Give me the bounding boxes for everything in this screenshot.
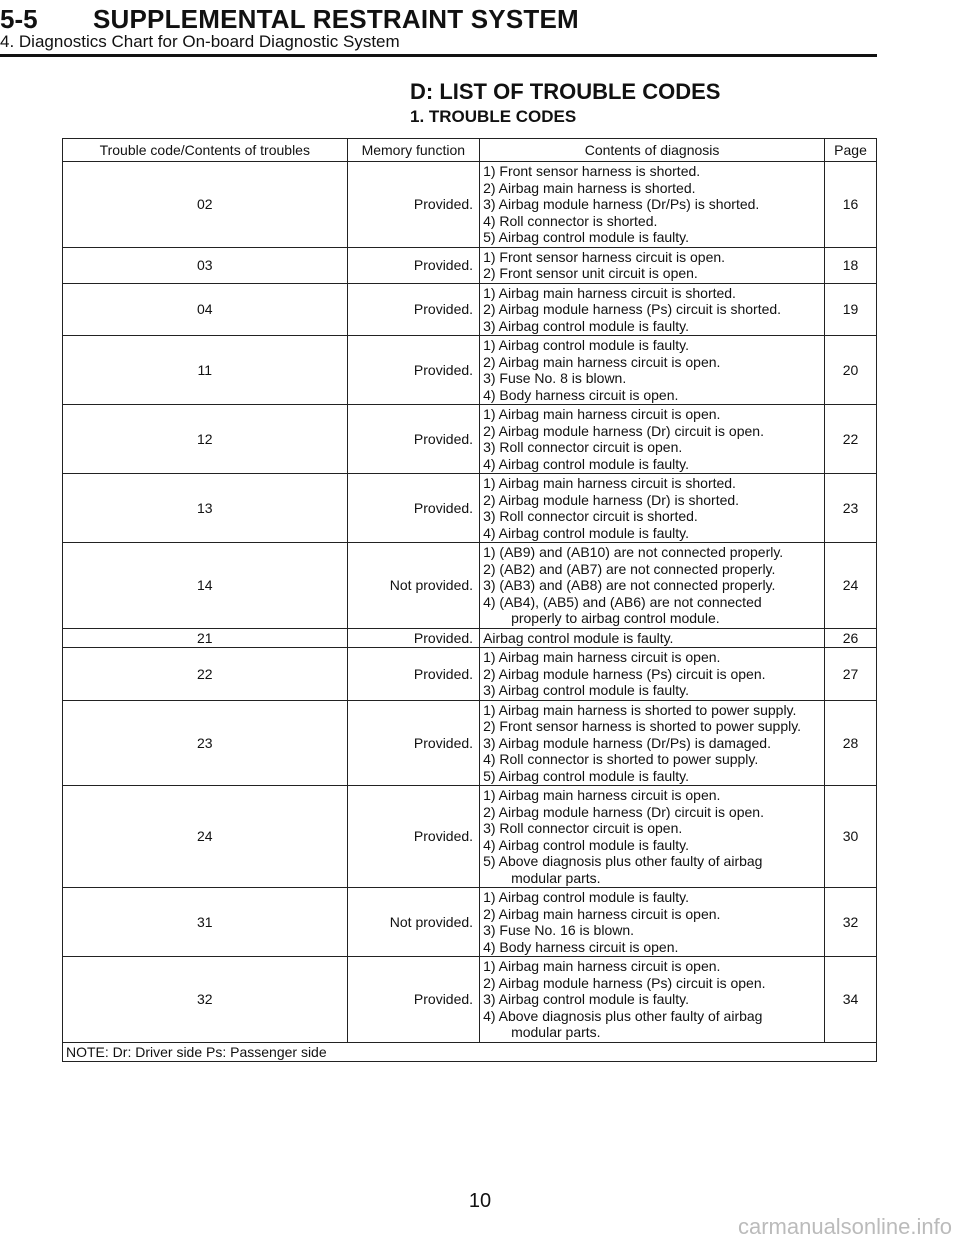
col-header-page: Page <box>825 139 877 162</box>
page-ref: 22 <box>825 405 877 474</box>
diagnosis-contents <box>480 888 825 957</box>
diagnosis-line: Airbag control module is faulty. <box>483 629 674 646</box>
table-header-row <box>63 139 877 162</box>
page-ref: 27 <box>825 648 877 701</box>
page-ref: 20 <box>825 336 877 405</box>
diagnosis-contents <box>480 474 825 543</box>
section-title: SUPPLEMENTAL RESTRAINT SYSTEM <box>93 4 579 34</box>
diagnosis-contents <box>480 162 825 248</box>
trouble-code: 11 <box>63 336 348 405</box>
table-row <box>63 648 877 701</box>
col-header-code: Trouble code/Contents of troubles <box>63 139 348 162</box>
diagnosis-line: 2) Airbag module harness (Ps) circuit is shorted. <box>483 301 782 317</box>
diagnosis-line: 1) (AB9) and (AB10) are not connected properly. <box>483 544 784 560</box>
table-row <box>63 336 877 405</box>
memory-function: Provided. <box>347 247 480 283</box>
table-row <box>63 888 877 957</box>
diagnosis-line: 2) Airbag main harness circuit is open. <box>483 905 721 922</box>
diagnosis-line: 1) Airbag main harness circuit is shorted. <box>483 284 736 301</box>
memory-function: Provided. <box>347 405 480 474</box>
trouble-code: 23 <box>63 700 348 786</box>
diagnosis-contents <box>480 700 825 786</box>
trouble-code: 04 <box>63 283 348 336</box>
diagnosis-line: 2) Airbag module harness (Dr) circuit is open. <box>483 803 764 820</box>
diagnosis-line: 1) Airbag main harness circuit is open. <box>483 787 721 803</box>
diagnosis-line: 5) Airbag control module is faulty. <box>483 229 690 245</box>
page-subtitle: 1. TROUBLE CODES <box>410 107 577 126</box>
trouble-code: 12 <box>63 405 348 474</box>
diagnosis-contents <box>480 283 825 336</box>
diagnosis-contents <box>480 957 825 1043</box>
note-row <box>63 1042 877 1062</box>
diagnosis-contents <box>480 648 825 701</box>
diagnosis-line: 2) Airbag module harness (Dr) circuit is open. <box>483 422 764 439</box>
diagnosis-line: 1) Airbag main harness is shorted to power supply. <box>483 701 797 718</box>
page-ref: 26 <box>825 628 877 648</box>
table-row <box>63 628 877 648</box>
diagnosis-line: 1) Front sensor harness is shorted. <box>483 163 701 179</box>
memory-function: Provided. <box>347 957 480 1043</box>
diagnosis-line: 3) Airbag module harness (Dr/Ps) is shorted. <box>483 196 760 212</box>
diagnosis-line: 3) Fuse No. 8 is blown. <box>483 370 627 386</box>
page-ref: 34 <box>825 957 877 1043</box>
trouble-code: 22 <box>63 648 348 701</box>
trouble-code: 13 <box>63 474 348 543</box>
diagnosis-line: 2) Airbag module harness (Dr) is shorted. <box>483 491 740 508</box>
memory-function: Provided. <box>347 700 480 786</box>
diagnosis-line: 1) Airbag main harness circuit is shorted. <box>483 475 736 491</box>
diagnosis-line: 3) Airbag control module is faulty. <box>483 991 690 1007</box>
table-body <box>63 162 877 1043</box>
trouble-code: 32 <box>63 957 348 1043</box>
trouble-code: 24 <box>63 786 348 888</box>
page-ref: 28 <box>825 700 877 786</box>
diagnosis-line: 4) Body harness circuit is open. <box>483 386 679 403</box>
table-row <box>63 247 877 283</box>
diagnosis-line: 1) Airbag main harness circuit is open. <box>483 649 721 665</box>
diagnosis-contents <box>480 786 825 888</box>
diagnosis-line: 4) Roll connector is shorted. <box>483 212 658 229</box>
diagnosis-line: 1) Airbag main harness circuit is open. <box>483 958 721 974</box>
diagnosis-line: modular parts. <box>511 869 601 886</box>
diagnosis-line: 3) Roll connector circuit is open. <box>483 820 683 836</box>
col-header-diagnosis: Contents of diagnosis <box>480 139 825 162</box>
diagnosis-line: 4) Airbag control module is faulty. <box>483 836 690 853</box>
trouble-code: 02 <box>63 162 348 248</box>
diagnosis-line: 3) Airbag control module is faulty. <box>483 682 690 698</box>
trouble-code: 31 <box>63 888 348 957</box>
table-row <box>63 700 877 786</box>
diagnosis-contents <box>480 247 825 283</box>
diagnosis-line: 3) Airbag module harness (Dr/Ps) is damaged. <box>483 734 771 751</box>
diagnosis-line: 4) Airbag control module is faulty. <box>483 455 690 472</box>
diagnosis-line: 5) Above diagnosis plus other faulty of airbag <box>483 853 763 869</box>
diagnosis-line: 2) Airbag main harness is shorted. <box>483 179 696 196</box>
diagnosis-line: 2) Front sensor harness is shorted to power supply. <box>483 718 802 734</box>
diagnosis-line: 5) Airbag control module is faulty. <box>483 767 690 784</box>
diagnosis-line: 2) Airbag module harness (Ps) circuit is open. <box>483 665 766 682</box>
table-row <box>63 162 877 248</box>
diagnosis-line: 2) Airbag main harness circuit is open. <box>483 353 721 370</box>
trouble-codes-table <box>62 138 877 1062</box>
memory-function: Provided. <box>347 628 480 648</box>
diagnosis-line: 2) Front sensor unit circuit is open. <box>483 265 698 281</box>
page-number: 10 <box>468 1190 492 1212</box>
memory-function: Provided. <box>347 162 480 248</box>
page-ref: 23 <box>825 474 877 543</box>
table-row <box>63 474 877 543</box>
table-row <box>63 786 877 888</box>
diagnosis-line: 2) Airbag module harness (Ps) circuit is open. <box>483 974 766 991</box>
table-row <box>63 957 877 1043</box>
table-row <box>63 405 877 474</box>
trouble-code: 14 <box>63 543 348 629</box>
memory-function: Provided. <box>347 786 480 888</box>
memory-function: Provided. <box>347 648 480 701</box>
watermark: carmanualsonline.info <box>737 1214 952 1239</box>
diagnosis-contents <box>480 405 825 474</box>
page-header <box>0 0 960 60</box>
header-rule <box>0 54 877 57</box>
page-ref: 24 <box>825 543 877 629</box>
diagnosis-line: 4) Above diagnosis plus other faulty of airbag <box>483 1007 763 1024</box>
diagnosis-line: 4) Roll connector is shorted to power supply. <box>483 751 759 767</box>
memory-function: Not provided. <box>347 543 480 629</box>
diagnosis-line: 3) Fuse No. 16 is blown. <box>483 922 635 938</box>
page-title: D: LIST OF TROUBLE CODES <box>410 79 721 104</box>
diagnosis-line: properly to airbag control module. <box>511 610 720 626</box>
diagnosis-line: 3) Roll connector circuit is open. <box>483 439 683 455</box>
diagnosis-line: 3) (AB3) and (AB8) are not connected properly. <box>483 577 776 593</box>
memory-function: Provided. <box>347 474 480 543</box>
diagnosis-line: 1) Front sensor harness circuit is open. <box>483 248 726 265</box>
diagnosis-line: 1) Airbag main harness circuit is open. <box>483 406 721 422</box>
section-subtitle: 4. Diagnostics Chart for On-board Diagnostic System <box>0 32 400 51</box>
trouble-code: 03 <box>63 247 348 283</box>
diagnosis-line: 4) (AB4), (AB5) and (AB6) are not connected <box>483 593 762 610</box>
page-ref: 30 <box>825 786 877 888</box>
memory-function: Not provided. <box>347 888 480 957</box>
diagnosis-line: 1) Airbag control module is faulty. <box>483 337 690 353</box>
col-header-memory: Memory function <box>347 139 480 162</box>
diagnosis-line: modular parts. <box>511 1024 601 1040</box>
table-row <box>63 283 877 336</box>
page-ref: 18 <box>825 247 877 283</box>
diagnosis-line: 4) Body harness circuit is open. <box>483 938 679 955</box>
diagnosis-line: 1) Airbag control module is faulty. <box>483 889 690 905</box>
page-ref: 32 <box>825 888 877 957</box>
table-note: NOTE: Dr: Driver side Ps: Passenger side <box>63 1042 877 1062</box>
diagnosis-contents <box>480 543 825 629</box>
diagnosis-line: 3) Roll connector circuit is shorted. <box>483 508 698 524</box>
diagnosis-line: 2) (AB2) and (AB7) are not connected properly. <box>483 560 776 577</box>
memory-function: Provided. <box>347 336 480 405</box>
diagnosis-line: 3) Airbag control module is faulty. <box>483 317 690 334</box>
page-ref: 19 <box>825 283 877 336</box>
page-ref: 16 <box>825 162 877 248</box>
diagnosis-contents <box>480 336 825 405</box>
section-number: 5-5 <box>0 4 38 34</box>
diagnosis-contents <box>480 628 825 648</box>
memory-function: Provided. <box>347 283 480 336</box>
trouble-code: 21 <box>63 628 348 648</box>
table-row <box>63 543 877 629</box>
diagnosis-line: 4) Airbag control module is faulty. <box>483 524 690 541</box>
